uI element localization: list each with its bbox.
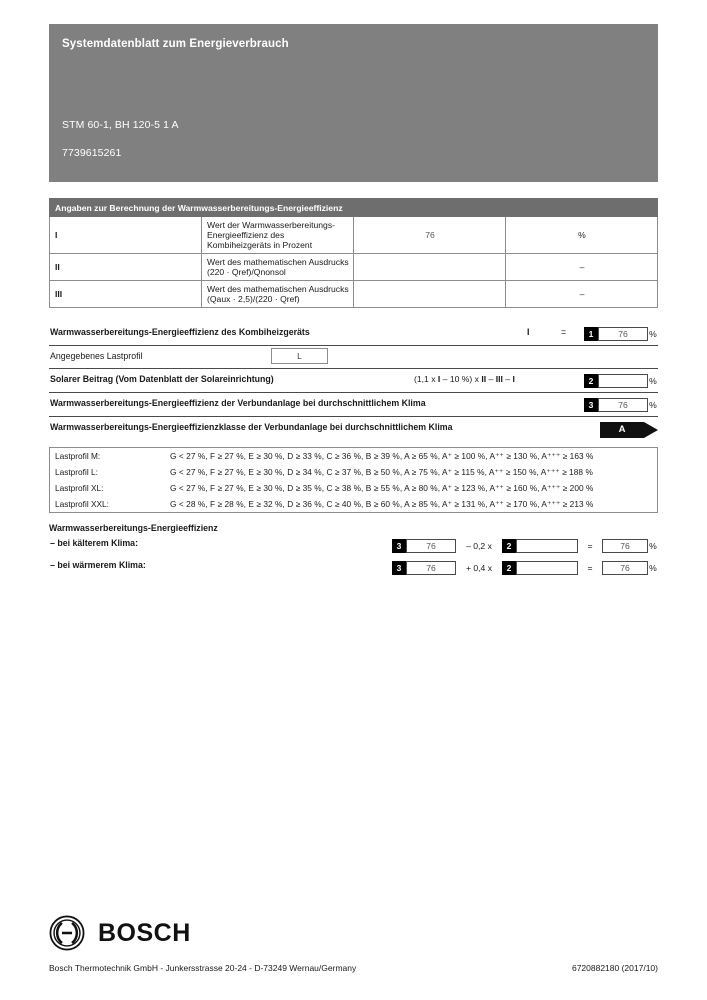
- warmer-solar-value: [516, 561, 578, 575]
- arrow-tip: [644, 422, 658, 438]
- warmer-result-value: 76: [602, 561, 648, 575]
- combi-efficiency-value-group: [584, 325, 658, 343]
- formula-part: – 10 %) x: [440, 374, 482, 384]
- row-numeral: II: [50, 254, 202, 281]
- efficiency-section-title: Warmwasserbereitungs-Energieeffizienz: [49, 523, 218, 533]
- formula-numeral-i: I: [437, 374, 441, 384]
- table-row: [50, 464, 658, 480]
- energy-class-letter: A: [618, 423, 626, 435]
- profile-values: G < 27 %, F ≥ 27 %, E ≥ 30 %, D ≥ 34 %, C ≥ 37 %, B ≥ 50 %, A ≥ 75 %, A⁺ ≥ 115 %, A⁺⁺ ≥ 150 %, A⁺⁺⁺ ≥ 188 %: [170, 467, 593, 477]
- colder-result-value: 76: [602, 539, 648, 553]
- formula-numeral-iii: III: [495, 374, 503, 384]
- row-unit: –: [506, 281, 658, 308]
- package-efficiency-label: Warmwasserbereitungs-Energieeffizienz der Verbundanlage bei durchschnittlichem Klima: [50, 398, 426, 408]
- row-label: Wert des mathematischen Ausdrucks (220 · Qref)/Qnonsol: [202, 254, 354, 281]
- footer-address: Bosch Thermotechnik GmbH - Junkersstrasse 20-24 - D-73249 Wernau/Germany: [49, 963, 357, 973]
- solar-contribution-value: [598, 374, 648, 388]
- info-table-header-label: Angaben zur Berechnung der Warmwasserbereitungs-Energieeffizienz: [50, 199, 658, 217]
- badge-2: 2: [584, 374, 598, 388]
- colder-climate-value-group: [392, 537, 658, 555]
- package-efficiency-row: [49, 393, 658, 416]
- row-numeral: I: [50, 217, 202, 254]
- solar-contribution-row: [49, 369, 658, 392]
- row-unit: –: [506, 254, 658, 281]
- solar-formula: [414, 374, 515, 384]
- combi-efficiency-unit: %: [649, 328, 657, 339]
- warmer-unit: %: [649, 562, 657, 573]
- profile-name: Lastprofil XXL:: [55, 499, 109, 509]
- formula-numeral-ii: II: [481, 374, 487, 384]
- load-profile-label: Angegebenes Lastprofil: [50, 351, 143, 361]
- badge-3: 3: [392, 561, 406, 575]
- page-title: Systemdatenblatt zum Energieverbrauch: [62, 38, 289, 50]
- colder-climate-label: – bei kälterem Klima:: [50, 538, 139, 548]
- warmer-base-value: 76: [406, 561, 456, 575]
- table-row: [50, 448, 658, 465]
- solar-contribution-unit: %: [649, 375, 657, 386]
- energy-class-arrow-icon: [600, 422, 658, 438]
- profile-name: Lastprofil XL:: [55, 483, 104, 493]
- profile-values: G < 27 %, F ≥ 27 %, E ≥ 30 %, D ≥ 35 %, C ≥ 38 %, B ≥ 55 %, A ≥ 80 %, A⁺ ≥ 123 %, A⁺⁺ ≥ 160 %, A⁺⁺⁺ ≥ 200 %: [170, 483, 594, 493]
- warmer-equals: =: [587, 562, 593, 573]
- efficiency-warmer-climate-row: [49, 555, 658, 577]
- profile-values: G < 27 %, F ≥ 27 %, E ≥ 30 %, D ≥ 33 %, C ≥ 36 %, B ≥ 39 %, A ≥ 65 %, A⁺ ≥ 100 %, A⁺⁺ ≥ 130 %, A⁺⁺⁺ ≥ 163 %: [170, 451, 594, 461]
- calculation-info-table: [49, 198, 658, 308]
- solar-contribution-label: Solarer Beitrag (Vom Datenblatt der Solareinrichtung): [50, 374, 274, 384]
- load-profile-value: L: [271, 348, 328, 364]
- combi-efficiency-label: Warmwasserbereitungs-Energieeffizienz des Kombiheizgeräts: [50, 327, 310, 337]
- energy-class-badge-group: [600, 421, 658, 439]
- formula-part: –: [502, 374, 513, 384]
- energy-class-row: [49, 417, 658, 443]
- bosch-wordmark: BOSCH: [98, 918, 191, 947]
- package-efficiency-unit: %: [649, 399, 657, 410]
- product-model: STM 60-1, BH 120-5 1 A: [62, 119, 179, 131]
- formula-part: –: [486, 374, 496, 384]
- badge-2: 2: [502, 561, 516, 575]
- row-label: Wert der Warmwasserbereitungs-Energieeffizienz des Kombiheizgeräts in Prozent: [202, 217, 354, 254]
- colder-solar-value: [516, 539, 578, 553]
- row-value: [354, 281, 506, 308]
- warmer-climate-label: – bei wärmerem Klima:: [50, 560, 146, 570]
- bosch-armature-icon: [49, 915, 85, 951]
- profile-name: Lastprofil M:: [55, 451, 101, 461]
- row-value: 76: [354, 217, 506, 254]
- warmer-climate-value-group: [392, 559, 658, 577]
- bosch-logo: [49, 915, 191, 951]
- row-numeral: III: [50, 281, 202, 308]
- badge-1: 1: [584, 327, 598, 341]
- warmer-operator: + 0,4 x: [465, 562, 493, 573]
- colder-equals: =: [587, 540, 593, 551]
- row-value: [354, 254, 506, 281]
- badge-2: 2: [502, 539, 516, 553]
- product-code: 7739615261: [62, 147, 122, 159]
- colder-base-value: 76: [406, 539, 456, 553]
- combi-efficiency-symbol: I: [527, 327, 530, 337]
- table-row: [50, 480, 658, 496]
- combi-efficiency-value: 76: [598, 327, 648, 341]
- solar-value-group: [584, 372, 658, 390]
- header-band: [49, 24, 658, 182]
- footer-document-number: 6720882180 (2017/10): [571, 963, 658, 973]
- table-row: [50, 254, 658, 281]
- formula-part: (1,1 x: [414, 374, 438, 384]
- load-profile-table: [49, 447, 658, 513]
- info-table-header-row: [50, 199, 658, 217]
- row-unit: %: [506, 217, 658, 254]
- document-content: [49, 198, 658, 577]
- profile-values: G < 28 %, F ≥ 28 %, E ≥ 32 %, D ≥ 36 %, C ≥ 40 %, B ≥ 60 %, A ≥ 85 %, A⁺ ≥ 131 %, A⁺⁺ ≥ 170 %, A⁺⁺⁺ ≥ 213 %: [170, 499, 594, 509]
- row-label: Wert des mathematischen Ausdrucks (Qaux · 2,5)/(220 · Qref): [202, 281, 354, 308]
- badge-3: 3: [584, 398, 598, 412]
- load-profile-row: [49, 346, 658, 368]
- badge-3: 3: [392, 539, 406, 553]
- profile-name: Lastprofil L:: [55, 467, 98, 477]
- table-row: [50, 496, 658, 513]
- colder-operator: – 0,2 x: [466, 540, 492, 551]
- formula-numeral-i2: I: [512, 374, 515, 384]
- efficiency-colder-climate-row: [49, 533, 658, 555]
- table-row: [50, 217, 658, 254]
- package-efficiency-value: 76: [598, 398, 648, 412]
- colder-unit: %: [649, 540, 657, 551]
- package-efficiency-value-group: [584, 396, 658, 414]
- table-row: [50, 281, 658, 308]
- combi-efficiency-row: [49, 322, 658, 345]
- energy-class-label: Warmwasserbereitungs-Energieeffizienzklasse der Verbundanlage bei durchschnittlichem Klima: [50, 422, 453, 432]
- combi-efficiency-equals: =: [561, 327, 567, 337]
